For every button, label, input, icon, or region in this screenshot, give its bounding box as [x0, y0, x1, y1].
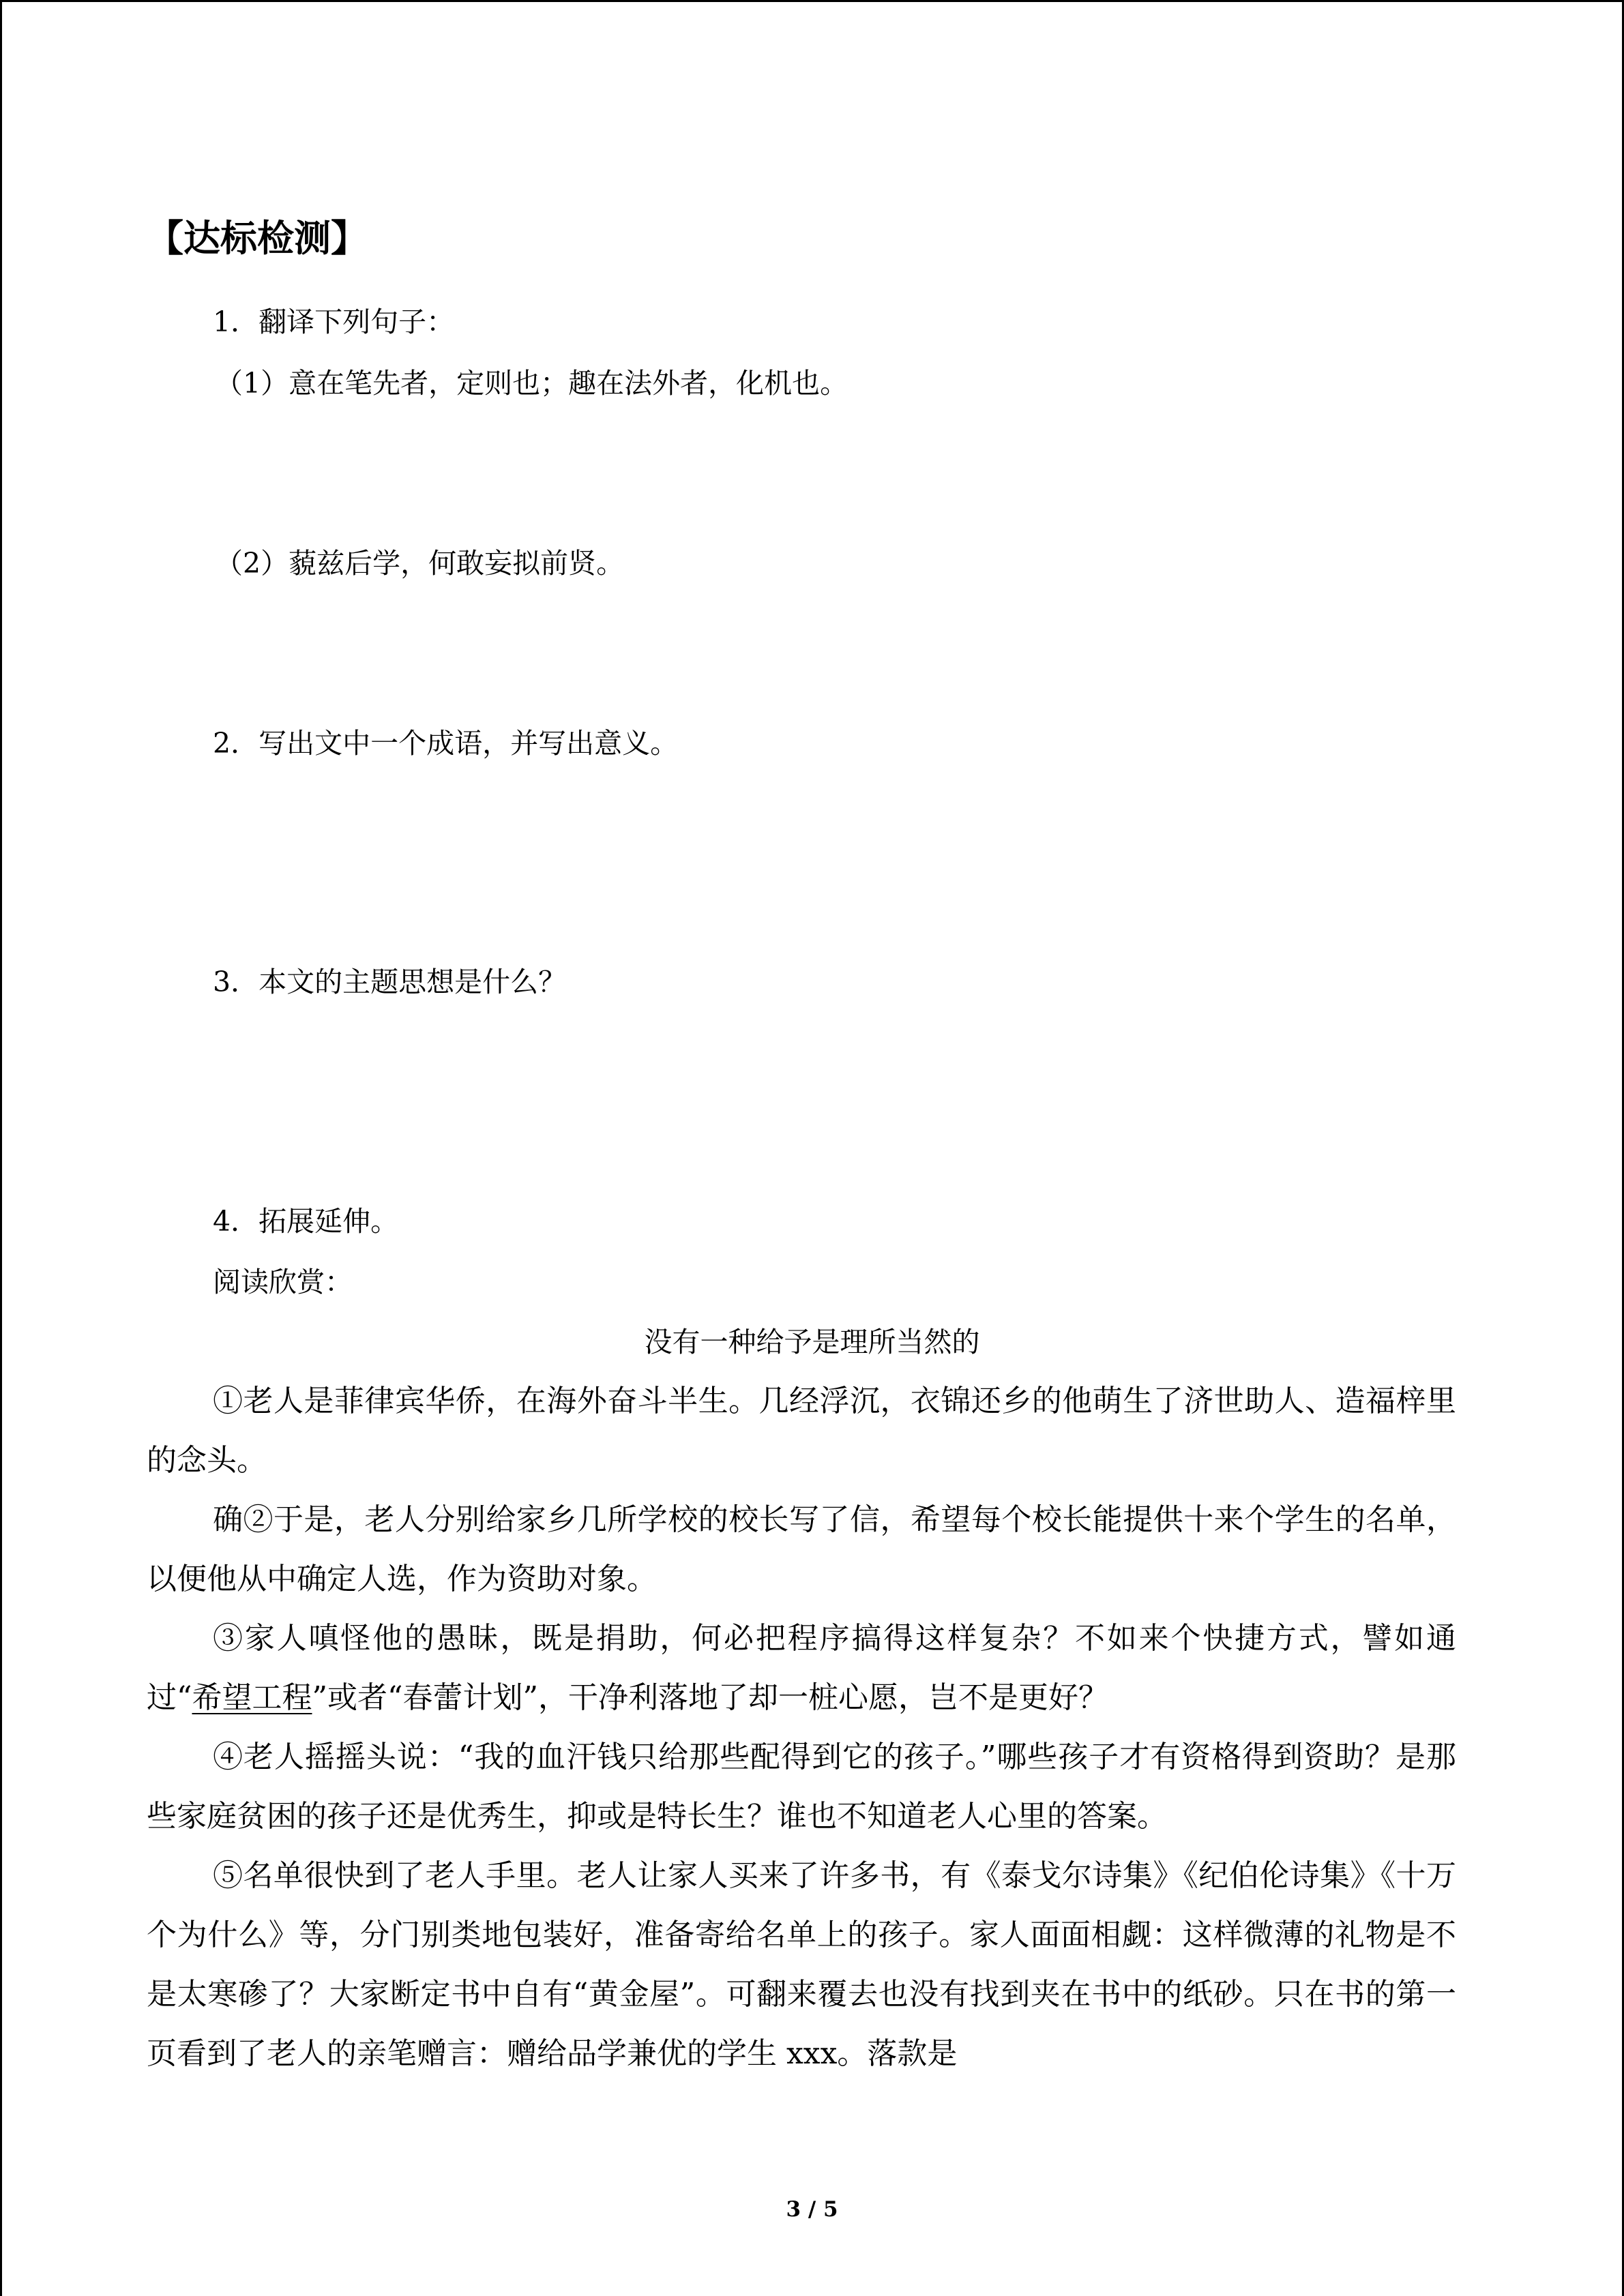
article-paragraph-5: ⑤名单很快到了老人手里。老人让家人买来了许多书，有《泰戈尔诗集》《纪伯伦诗集》《十万个为什么》等，分门别类地包装好，准备寄给名单上的孩子。家人面面相觑：这样微薄的礼物是不是太寒碜了？大家断定书中自有“黄金屋”。可翻来覆去也没有找到夹在书中的纸砂。只在书的第一页看到了老人的亲笔赠言：赠给品学兼优的学生 xxx。落款是 [147, 1858, 1457, 2071]
question-4: 4．拓展延伸。 [213, 1205, 399, 1238]
article-paragraph-3-start: ③家人嗔怪他的愚昧，既是捐助，何必把程序搞得这样复杂？不如来个快捷方式，譬如通过“ [147, 1621, 1456, 1715]
reading-label: 阅读欣赏： [213, 1266, 353, 1298]
question-1-item-2: （2）藐兹后学，何敢妄拟前贤。 [215, 547, 625, 580]
question-1-item-1: （1）意在笔先者，定则也；趣在法外者，化机也。 [215, 367, 848, 400]
page-number: 3 / 5 [786, 2197, 838, 2222]
question-1: 1．翻译下列句子： [213, 305, 455, 338]
question-2: 2．写出文中一个成语，并写出意义。 [213, 727, 679, 760]
article-title: 没有一种给予是理所当然的 [644, 1326, 980, 1358]
page-left-border [0, 0, 2, 2296]
article-paragraph-1: ①老人是菲律宾华侨，在海外奋斗半生。几经浮沉，衣锦还乡的他萌生了济世助人、造福梓里的念头。 [147, 1384, 1456, 1478]
page-top-border [0, 0, 1624, 2]
underlined-term: 希望工程 [192, 1680, 312, 1715]
article-paragraph-3 [147, 1609, 1456, 1727]
section-title: 【达标检测】 [147, 217, 368, 260]
question-3: 3．本文的主题思想是什么？ [213, 966, 567, 998]
article-paragraph-3-end: ”或者“春蕾计划”，干净利落地了却一桩心愿，岂不是更好？ [312, 1680, 1108, 1715]
article-paragraph-4: ④老人摇摇头说：“我的血汗钱只给那些配得到它的孩子。”哪些孩子才有资格得到资助？是那些家庭贫困的孩子还是优秀生，抑或是特长生？谁也不知道老人心里的答案。 [147, 1740, 1456, 1834]
article-paragraph-2: 确②于是，老人分别给家乡几所学校的校长写了信，希望每个校长能提供十来个学生的名单，以便他从中确定人选，作为资助对象。 [147, 1502, 1456, 1596]
